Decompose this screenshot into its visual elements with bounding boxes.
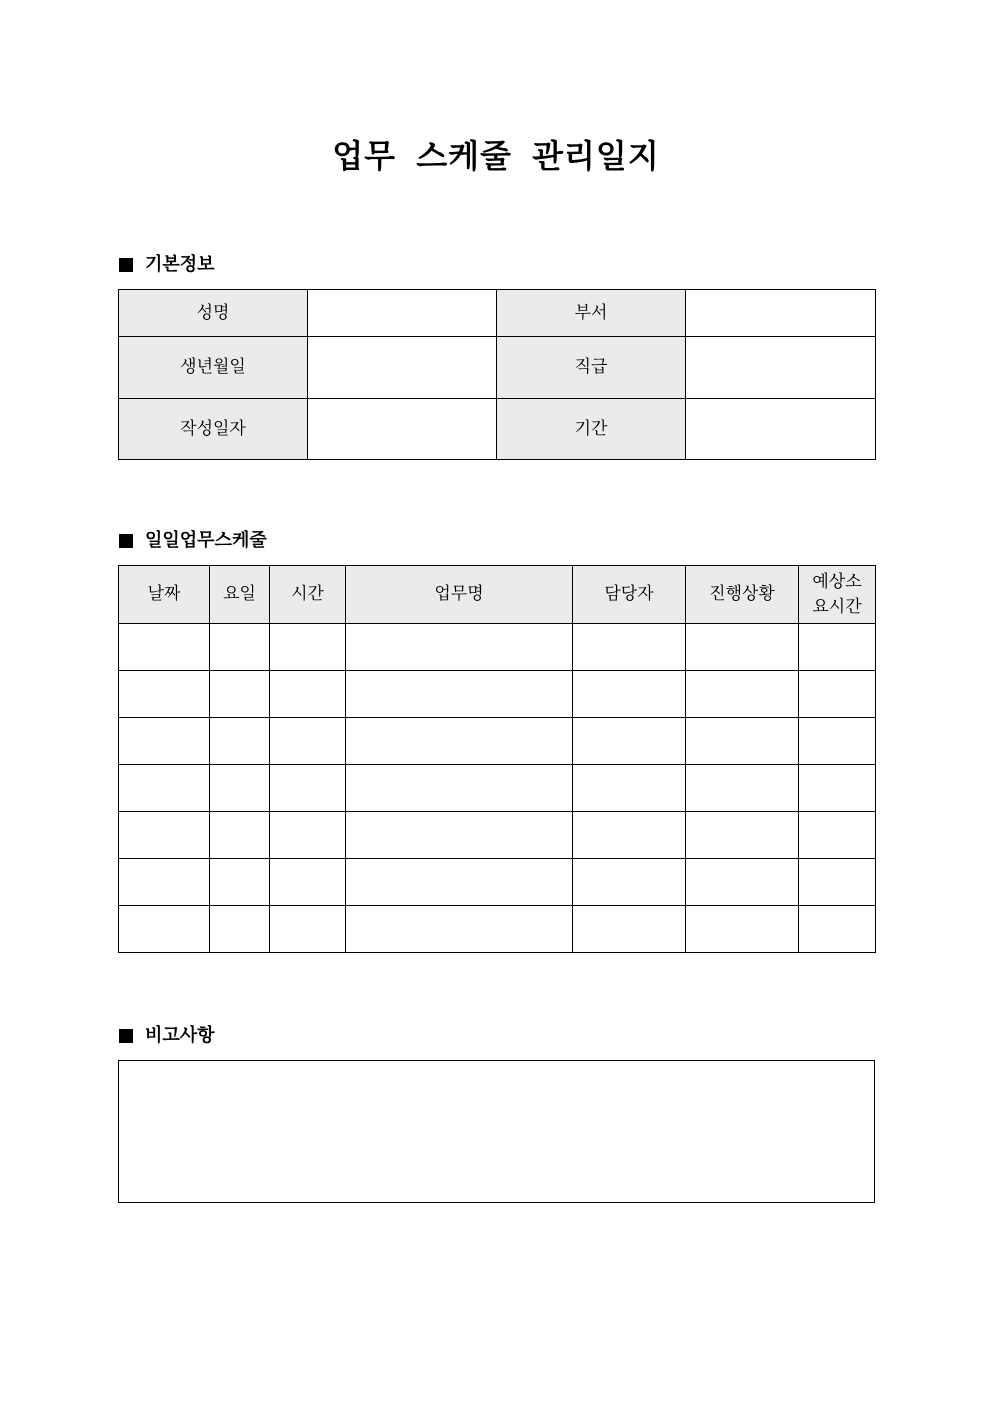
time-cell[interactable] bbox=[270, 671, 346, 718]
period-field[interactable] bbox=[686, 399, 876, 460]
time-cell[interactable] bbox=[270, 765, 346, 812]
status-cell[interactable] bbox=[686, 906, 799, 953]
task-name-cell[interactable] bbox=[346, 812, 573, 859]
estimated-time-cell[interactable] bbox=[799, 906, 876, 953]
task-name-cell[interactable] bbox=[346, 624, 573, 671]
task-name-cell[interactable] bbox=[346, 859, 573, 906]
date-cell[interactable] bbox=[119, 812, 210, 859]
table-row bbox=[119, 906, 876, 953]
task-name-cell[interactable] bbox=[346, 906, 573, 953]
task-name-cell[interactable] bbox=[346, 718, 573, 765]
estimated-time-cell[interactable] bbox=[799, 859, 876, 906]
day-cell[interactable] bbox=[210, 671, 270, 718]
written-date-label: 작성일자 bbox=[119, 399, 308, 460]
header-owner: 담당자 bbox=[573, 566, 686, 624]
time-cell[interactable] bbox=[270, 812, 346, 859]
section-heading-remarks bbox=[119, 1024, 215, 1048]
black-square-icon bbox=[119, 1029, 133, 1043]
estimated-time-cell[interactable] bbox=[799, 812, 876, 859]
department-field[interactable] bbox=[686, 290, 876, 337]
section-heading-daily-schedule-label: 일일업무스케줄 bbox=[145, 530, 267, 551]
header-time: 시간 bbox=[270, 566, 346, 624]
header-date: 날짜 bbox=[119, 566, 210, 624]
estimated-time-cell[interactable] bbox=[799, 671, 876, 718]
header-day: 요일 bbox=[210, 566, 270, 624]
position-label: 직급 bbox=[497, 337, 686, 399]
day-cell[interactable] bbox=[210, 906, 270, 953]
date-cell[interactable] bbox=[119, 718, 210, 765]
day-cell[interactable] bbox=[210, 718, 270, 765]
time-cell[interactable] bbox=[270, 718, 346, 765]
black-square-icon bbox=[119, 258, 133, 272]
owner-cell[interactable] bbox=[573, 906, 686, 953]
date-cell[interactable] bbox=[119, 765, 210, 812]
department-label: 부서 bbox=[497, 290, 686, 337]
written-date-field[interactable] bbox=[308, 399, 497, 460]
section-heading-basic-info bbox=[119, 253, 215, 277]
position-field[interactable] bbox=[686, 337, 876, 399]
page-title: 업무 스케줄 관리일지 bbox=[332, 137, 660, 175]
day-cell[interactable] bbox=[210, 624, 270, 671]
day-cell[interactable] bbox=[210, 859, 270, 906]
owner-cell[interactable] bbox=[573, 624, 686, 671]
birthdate-field[interactable] bbox=[308, 337, 497, 399]
name-field[interactable] bbox=[308, 290, 497, 337]
header-estimated-time-line1: 예상소 bbox=[812, 571, 862, 592]
section-heading-daily-schedule bbox=[119, 529, 267, 553]
status-cell[interactable] bbox=[686, 624, 799, 671]
header-estimated-time-line2: 요시간 bbox=[812, 596, 862, 617]
estimated-time-cell[interactable] bbox=[799, 765, 876, 812]
period-label: 기간 bbox=[497, 399, 686, 460]
owner-cell[interactable] bbox=[573, 765, 686, 812]
header-estimated-time bbox=[799, 566, 876, 624]
name-label: 성명 bbox=[119, 290, 308, 337]
table-row bbox=[119, 765, 876, 812]
header-status: 진행상황 bbox=[686, 566, 799, 624]
black-square-icon bbox=[119, 534, 133, 548]
table-row bbox=[119, 718, 876, 765]
time-cell[interactable] bbox=[270, 624, 346, 671]
section-heading-remarks-label: 비고사항 bbox=[145, 1025, 215, 1046]
table-row bbox=[119, 671, 876, 718]
time-cell[interactable] bbox=[270, 859, 346, 906]
basic-info-table bbox=[118, 289, 876, 460]
section-heading-basic-info-label: 기본정보 bbox=[145, 254, 215, 275]
time-cell[interactable] bbox=[270, 906, 346, 953]
estimated-time-cell[interactable] bbox=[799, 624, 876, 671]
remarks-field[interactable] bbox=[118, 1060, 875, 1203]
status-cell[interactable] bbox=[686, 718, 799, 765]
date-cell[interactable] bbox=[119, 906, 210, 953]
date-cell[interactable] bbox=[119, 671, 210, 718]
day-cell[interactable] bbox=[210, 765, 270, 812]
task-name-cell[interactable] bbox=[346, 671, 573, 718]
birthdate-label: 생년월일 bbox=[119, 337, 308, 399]
owner-cell[interactable] bbox=[573, 812, 686, 859]
owner-cell[interactable] bbox=[573, 859, 686, 906]
owner-cell[interactable] bbox=[573, 671, 686, 718]
status-cell[interactable] bbox=[686, 859, 799, 906]
status-cell[interactable] bbox=[686, 812, 799, 859]
table-row bbox=[119, 859, 876, 906]
daily-schedule-table bbox=[118, 565, 876, 953]
status-cell[interactable] bbox=[686, 671, 799, 718]
owner-cell[interactable] bbox=[573, 718, 686, 765]
day-cell[interactable] bbox=[210, 812, 270, 859]
table-row bbox=[119, 624, 876, 671]
table-row bbox=[119, 812, 876, 859]
task-name-cell[interactable] bbox=[346, 765, 573, 812]
header-task-name: 업무명 bbox=[346, 566, 573, 624]
date-cell[interactable] bbox=[119, 859, 210, 906]
estimated-time-cell[interactable] bbox=[799, 718, 876, 765]
date-cell[interactable] bbox=[119, 624, 210, 671]
status-cell[interactable] bbox=[686, 765, 799, 812]
